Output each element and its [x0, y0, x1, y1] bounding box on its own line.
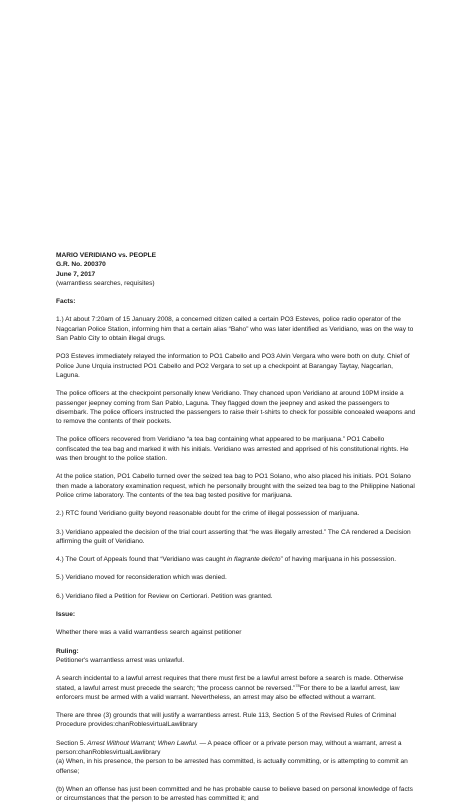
issue-heading: Issue: — [56, 611, 76, 619]
case-header — [56, 251, 418, 288]
facts-paragraph: The police officers recovered from Veridiano “a tea bag containing what appeared to be marijuana.” PO1 Cabello confiscated the tea bag and marked it with his initials. Veridiano was arrested and apprised of his constitutional rights. He was then brought to the police station. — [56, 436, 409, 463]
gr-number: G.R. No. 200370 — [56, 261, 106, 269]
facts-heading: Facts: — [56, 298, 76, 306]
facts-paragraph: PO3 Esteves immediately relayed the information to PO1 Cabello and PO3 Alvin Vergara who were both on duty. Chief of Police June Urquia instructed PO1 Cabello and PO2 Vergara to set up a checkpoint at Barangay Taytay, Nagcarlan, Laguna. — [56, 353, 410, 379]
section-title: Arrest Without Warrant; When Lawful. — [87, 739, 198, 747]
ruling-text: (a) When, in his presence, the person to be arrested has committed, is actually committing, or is attempting to commit an offense; — [56, 758, 408, 775]
ruling-paragraph: (b) When an offense has just been committed and he has probable cause to believe based on personal knowledge of facts or circumstances that the person to be arrested has committed it; and — [56, 785, 413, 803]
issue-text: Whether there was a valid warrantless search against petitioner — [56, 629, 242, 637]
ruling-text: For there to be a lawful arrest, law enforcers must be armed with a valid warrant. Nevertheless, an arrest may also be effected without a warrant. — [56, 684, 400, 701]
ruling-paragraph: There are three (3) grounds that will justify a warrantless arrest. Rule 113, Section 5 of the Revised Rules of Criminal Procedure provides:chanRoblesvirtualLawlibrary — [56, 712, 396, 729]
facts-paragraph: The police officers at the checkpoint personally knew Veridiano. They chanced upon Veridiano at around 10PM inside a passenger jeepney coming from San Pablo, Laguna. They flagged down the jeepney and asked the passengers to disembark. The police officers instructed the passengers to raise their t-shirts to check for possible concealed weapons and to remove the contents of their pockets. — [56, 390, 416, 426]
facts-paragraph: 5.) Veridiano moved for reconsideration which was denied. — [56, 574, 227, 582]
facts-paragraph: At the police station, PO1 Cabello turned over the seized tea bag to PO1 Solano, who also placed his initials. PO1 Solano then made a laboratory examination request, which he personally brought with the seized tea bag to the Philippine National Police crime laboratory. The contents of the tea bag tested positive for marijuana. — [56, 473, 415, 499]
facts-section — [56, 297, 418, 601]
facts-paragraph: 1.) At about 7:20am of 15 January 2008, a concerned citizen called a certain PO3 Esteves, police radio operator of the Nagcarlan Police Station, informing him that a certain alias “Baho” who was later identified as Veridiano, was on the way to San Pablo City to obtain illegal drugs. — [56, 316, 414, 343]
ruling-paragraph: Petitioner's warrantless arrest was unlawful. — [56, 656, 185, 664]
decision-date: June 7, 2017 — [56, 270, 96, 278]
facts-paragraph: 3.) Veridiano appealed the decision of the trial court asserting that “he was illegally arrested.” The CA rendered a Decision affirming the guilt of Veridiano. — [56, 528, 411, 545]
facts-paragraph: 6.) Veridiano filed a Petition for Review on Certiorari. Petition was granted. — [56, 592, 273, 600]
facts-text: ” of having marijuana in his possession. — [280, 556, 397, 564]
case-title: MARIO VERIDIANO vs. PEOPLE — [56, 252, 157, 259]
ruling-text: A search incidental to a lawful arrest requires that there must first be a lawful arrest before a search is made. Otherwise stated, a lawful arrest must precede the search; “the process cannot be reversed.” — [56, 675, 404, 692]
ruling-text: Section 5. — [56, 739, 88, 747]
case-topic: (warrantless searches, requisites) — [56, 279, 155, 287]
ruling-paragraph — [56, 674, 418, 702]
ruling-section-quote — [56, 739, 418, 776]
latin-term: in flagrante delicto — [227, 556, 281, 564]
facts-paragraph-ca-finding — [56, 555, 418, 564]
facts-text: 4.) The Court of Appeals found that “Veridiano was caught — [56, 556, 228, 564]
footnote-ref: 78 — [295, 682, 300, 688]
ruling-text: — A peace officer or a private person may, without a warrant, arrest a person:chanRoblesvirtualLawlibrary — [56, 739, 402, 756]
ruling-heading: Ruling: — [56, 647, 79, 655]
issue-section — [56, 610, 418, 638]
facts-paragraph: 2.) RTC found Veridiano guilty beyond reasonable doubt for the crime of illegal possession of marijuana. — [56, 510, 360, 518]
